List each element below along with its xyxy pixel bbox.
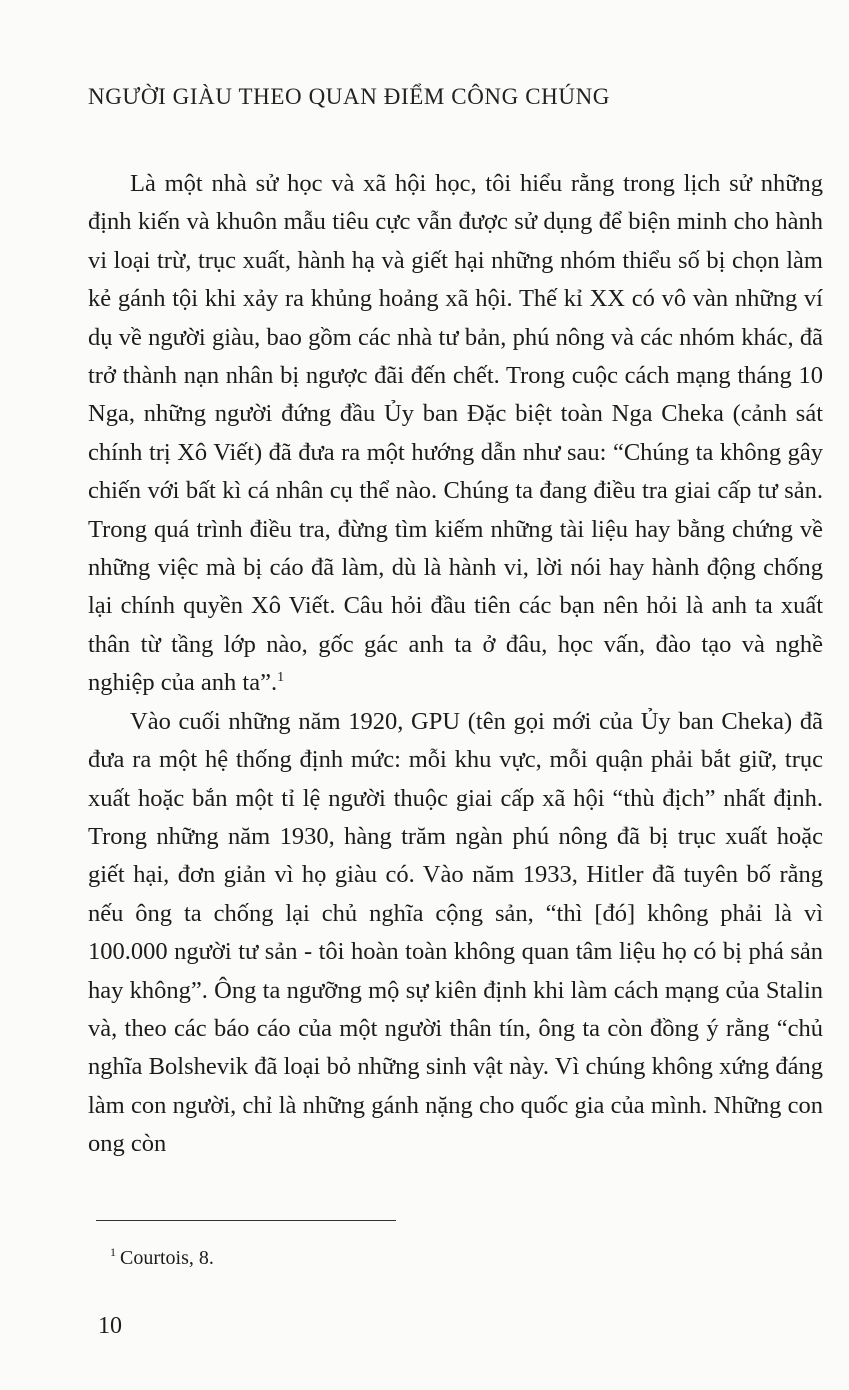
footnote-divider — [96, 1220, 396, 1221]
paragraph-2-text: Vào cuối những năm 1920, GPU (tên gọi mới của Ủy ban Cheka) đã đưa ra một hệ thống định mức: mỗi khu vực, mỗi quận phải bắt giữ, trục xuất hoặc bắn một tỉ lệ người thuộc giai cấp xã hội “thù địch” nhất định. Trong những năm 1930, hàng trăm ngàn phú nông đã bị trục xuất hoặc giết hại, đơn giản vì họ giàu có. Vào năm 1933, Hitler đã tuyên bố rằng nếu ông ta chống lại chủ nghĩa cộng sản, “thì [đó] không phải là vì 100.000 người tư sản - tôi hoàn toàn không quan tâm liệu họ có bị phá sản hay không”. Ông ta ngưỡng mộ sự kiên định khi làm cách mạng của Stalin và, theo các báo cáo của một người thân tín, ông ta còn đồng ý rằng “chủ nghĩa Bolshevik đã loại bỏ những sinh vật này. Vì chúng không xứng đáng làm con người, chỉ là những gánh nặng cho quốc gia của mình. Những con ong còn — [88, 707, 823, 1158]
page-number: 10 — [98, 1313, 122, 1339]
footnote — [110, 1245, 214, 1271]
paragraph-1 — [88, 165, 823, 703]
paragraph-2 — [88, 703, 823, 1164]
running-head: NGƯỜI GIÀU THEO QUAN ĐIỂM CÔNG CHÚNG — [88, 84, 610, 109]
footnote-marker: 1 — [110, 1245, 116, 1260]
footnote-text: Courtois, 8. — [120, 1247, 214, 1269]
paragraph-1-text: Là một nhà sử học và xã hội học, tôi hiểu rằng trong lịch sử những định kiến và khuôn mẫu tiêu cực vẫn được sử dụng để biện minh cho hành vi loại trừ, trục xuất, hành hạ và giết hại những nhóm thiểu số bị chọn làm kẻ gánh tội khi xảy ra khủng hoảng xã hội. Thế kỉ XX có vô vàn những ví dụ về người giàu, bao gồm các nhà tư bản, phú nông và các nhóm khác, đã trở thành nạn nhân bị ngược đãi đến chết. Trong cuộc cách mạng tháng 10 Nga, những người đứng đầu Ủy ban Đặc biệt toàn Nga Cheka (cảnh sát chính trị Xô Viết) đã đưa ra một hướng dẫn như sau: “Chúng ta không gây chiến với bất kì cá nhân cụ thể nào. Chúng ta đang điều tra giai cấp tư sản. Trong quá trình điều tra, đừng tìm kiếm những tài liệu hay bằng chứng về những việc mà bị cáo đã làm, dù là hành vi, lời nói hay hành động chống lại chính quyền Xô Viết. Câu hỏi đầu tiên các bạn nên hỏi là anh ta xuất thân từ tầng lớp nào, gốc gác anh ta ở đâu, học vấn, đào tạo và nghề nghiệp của anh ta”. — [88, 170, 823, 697]
body-text — [88, 165, 823, 1164]
footnote-reference: 1 — [277, 670, 285, 686]
